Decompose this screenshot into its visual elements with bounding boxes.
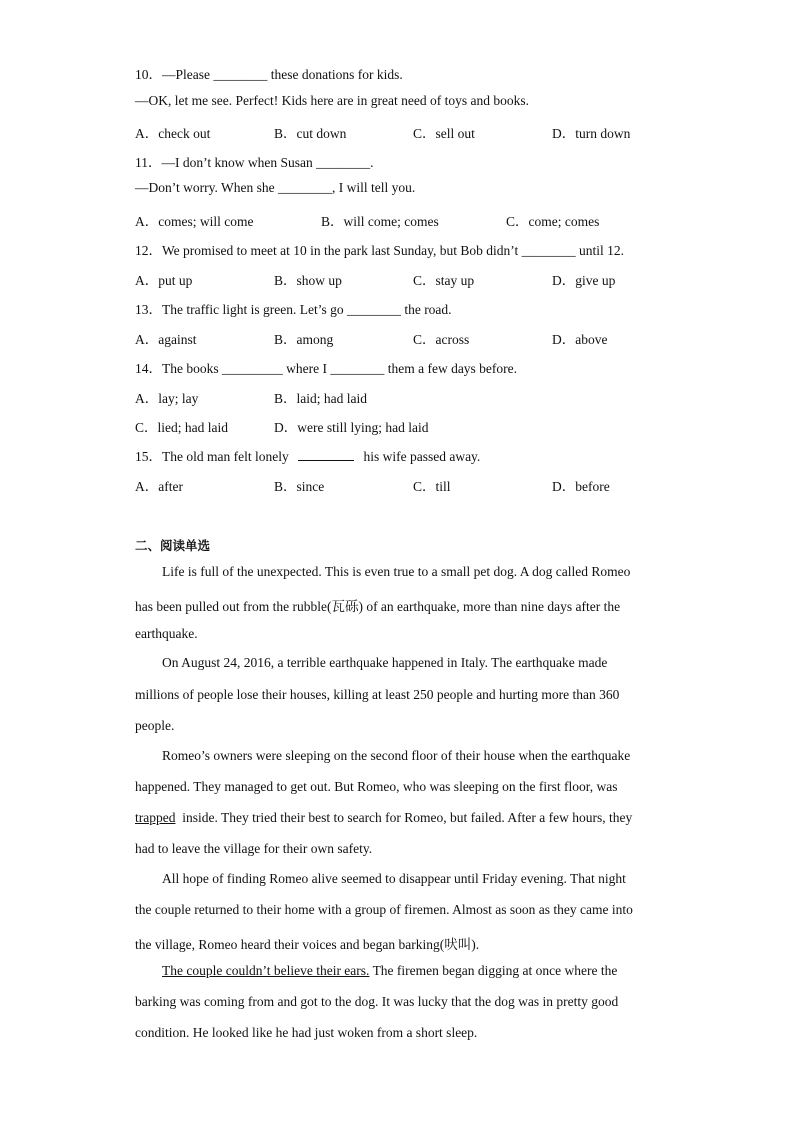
- passage-p3-line4: had to leave the village for their own safety.: [135, 841, 373, 856]
- option-a: A．against: [135, 332, 197, 347]
- passage-p3-line3: [135, 810, 632, 826]
- option-d: D．turn down: [552, 126, 631, 141]
- question-12-stem: 12．We promised to meet at 10 in the park last Sunday, but Bob didn’t ________ until 12.: [135, 243, 624, 258]
- question-12-options: [135, 269, 655, 289]
- passage-p5-line1-rest: The firemen began digging at once where the: [372, 963, 618, 978]
- passage-p3-line3-rest: inside. They tried their best to search for Romeo, but failed. After a few hours, they: [182, 810, 633, 825]
- option-b: B．will come; comes: [321, 214, 439, 229]
- passage-p3-line2: happened. They managed to get out. But Romeo, who was sleeping on the first floor, was: [135, 779, 618, 794]
- question-15-stem-start: 15．The old man felt lonely: [135, 449, 289, 464]
- underlined-sentence: The couple couldn’t believe their ears.: [162, 963, 370, 978]
- passage-p2-line1: On August 24, 2016, a terrible earthquake happened in Italy. The earthquake made: [162, 655, 608, 670]
- question-15-options: [135, 475, 655, 495]
- question-14-stem: 14．The books _________ where I ________ them a few days before.: [135, 361, 518, 376]
- option-a: A．put up: [135, 273, 193, 288]
- question-14-options-row1: [135, 387, 655, 407]
- question-10-reply: —OK, let me see. Perfect! Kids here are in great need of toys and books.: [135, 93, 529, 108]
- question-11-reply: —Don’t worry. When she ________, I will tell you.: [135, 180, 416, 195]
- option-d: D．above: [552, 332, 608, 347]
- answer-blank: [298, 449, 354, 461]
- question-11-stem: 11．—I don’t know when Susan ________.: [135, 155, 374, 170]
- section-title: 二、阅读单选: [135, 538, 211, 553]
- passage-p1-line1: Life is full of the unexpected. This is even true to a small pet dog. A dog called Romeo: [162, 564, 631, 579]
- option-c: C．sell out: [413, 126, 475, 141]
- option-b: B．cut down: [274, 126, 347, 141]
- option-d: D．before: [552, 479, 610, 494]
- option-b: B．among: [274, 332, 334, 347]
- question-15-stem: [135, 445, 480, 465]
- question-13-options: [135, 328, 655, 348]
- question-10-options: [135, 122, 655, 142]
- passage-p2-line3: people.: [135, 718, 175, 733]
- question-11-options: [135, 210, 655, 230]
- option-a: A．lay; lay: [135, 391, 199, 406]
- question-15-stem-end: his wife passed away.: [363, 449, 481, 464]
- question-10-stem: 10．—Please ________ these donations for kids.: [135, 67, 403, 82]
- option-c: C．come; comes: [506, 214, 600, 229]
- option-c: C．lied; had laid: [135, 420, 228, 435]
- option-b: B．show up: [274, 273, 342, 288]
- option-a: A．check out: [135, 126, 211, 141]
- passage-p5-line3: condition. He looked like he had just woken from a short sleep.: [135, 1025, 478, 1040]
- option-a: A．comes; will come: [135, 214, 254, 229]
- option-b: B．laid; had laid: [274, 391, 367, 406]
- passage-p5-line1: [162, 963, 617, 979]
- passage-p4-line1: All hope of finding Romeo alive seemed to disappear until Friday evening. That night: [162, 871, 626, 886]
- option-c: C．till: [413, 479, 451, 494]
- option-d: D．were still lying; had laid: [274, 420, 429, 435]
- option-a: A．after: [135, 479, 183, 494]
- passage-p2-line2: millions of people lose their houses, killing at least 250 people and hurting more than 360: [135, 687, 620, 702]
- option-b: B．since: [274, 479, 325, 494]
- question-13-stem: 13．The traffic light is green. Let’s go ________ the road.: [135, 302, 452, 317]
- passage-p4-line3: the village, Romeo heard their voices and began barking(吠叫).: [135, 937, 480, 952]
- passage-p1-line3: earthquake.: [135, 626, 198, 641]
- option-c: C．across: [413, 332, 470, 347]
- option-c: C．stay up: [413, 273, 475, 288]
- question-14-options-row2: [135, 416, 655, 436]
- underlined-word-trapped: trapped: [135, 810, 176, 825]
- passage-p1-line2: has been pulled out from the rubble(瓦砾) of an earthquake, more than nine days after the: [135, 599, 621, 614]
- passage-p3-line1: Romeo’s owners were sleeping on the second floor of their house when the earthquake: [162, 748, 631, 763]
- passage-p4-line2: the couple returned to their home with a group of firemen. Almost as soon as they came into: [135, 902, 633, 917]
- option-d: D．give up: [552, 273, 616, 288]
- passage-p5-line2: barking was coming from and got to the dog. It was lucky that the dog was in pretty good: [135, 994, 619, 1009]
